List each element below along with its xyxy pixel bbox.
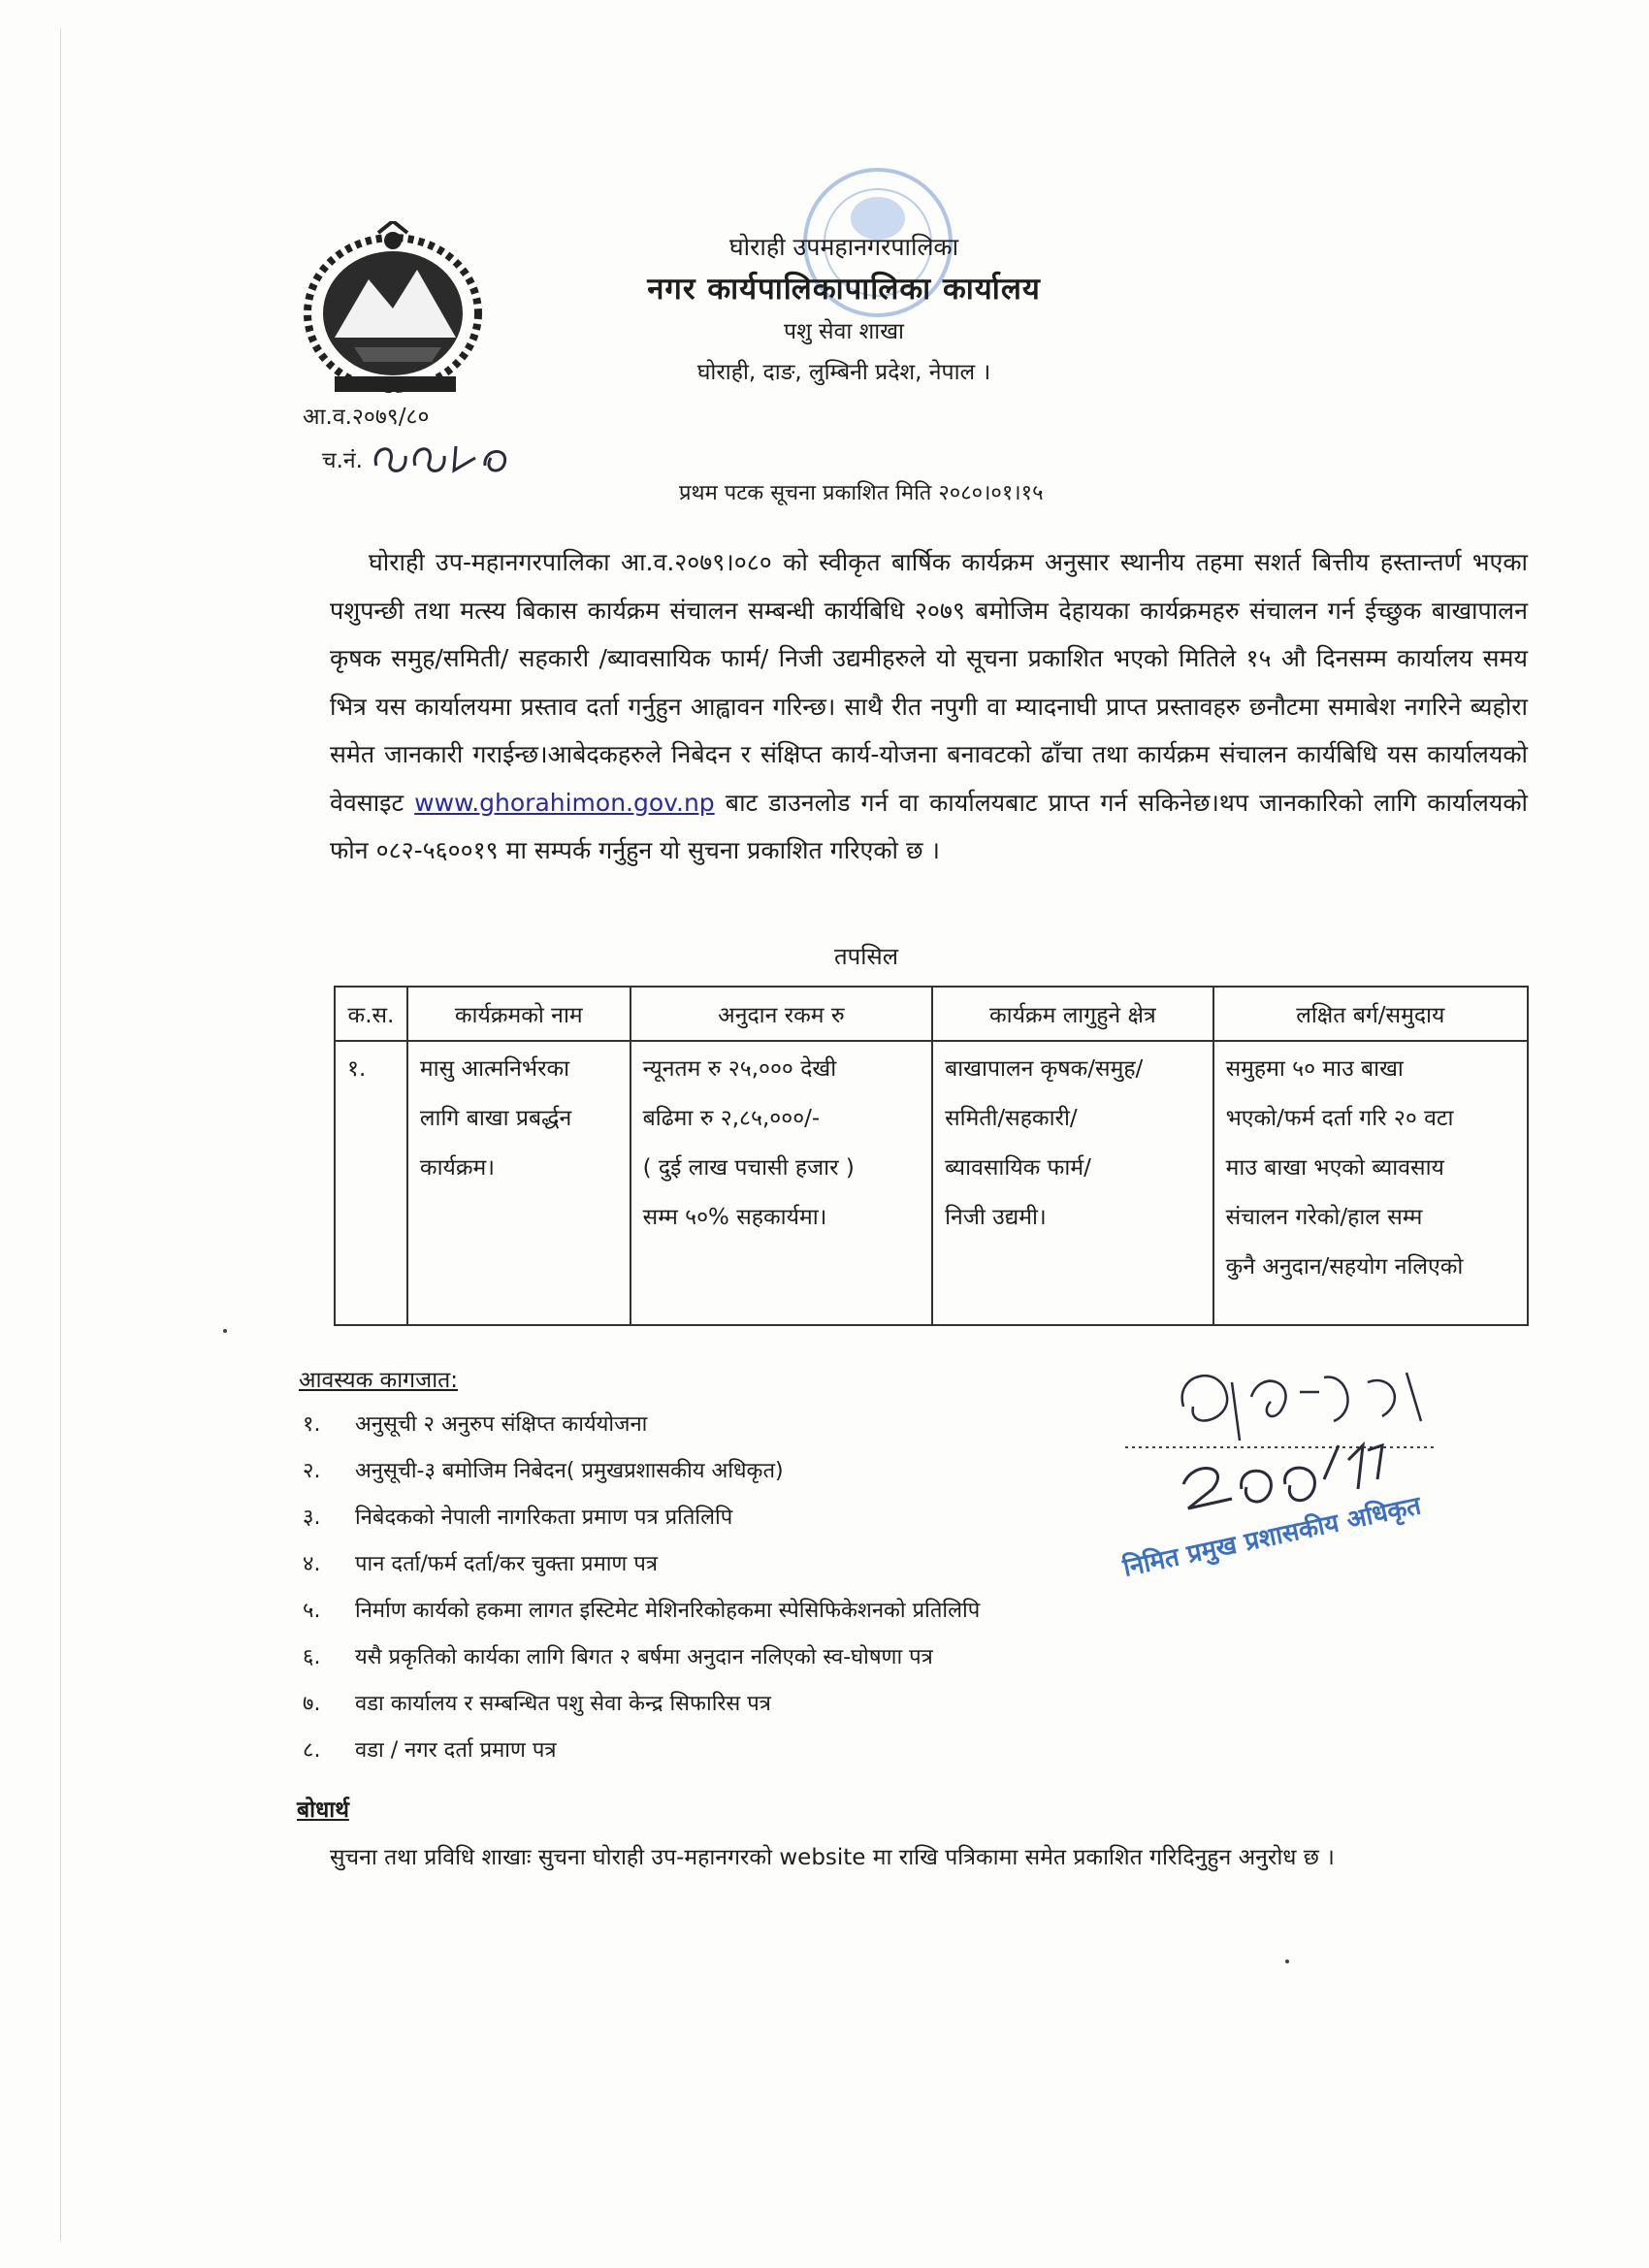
office-name: नगर कार्यपालिकापालिका कार्यालय — [647, 272, 1041, 307]
signature-and-official-stamp — [1116, 1353, 1523, 1596]
body-text-main: घोराही उप-महानगरपालिका आ.व.२०७९।०८० को स्वीकृत बार्षिक कार्यक्रम अनुसार स्थानीय तहमा सशर्त बित्तीय हस्तान्तर्ण भएका पशुपन्छी तथा मत्स्य बिकास कार्यक्रम संचालन सम्बन्धी कार्यबिधि २०७९ बमोजिम देहायका कार्यक्रमहरु संचालन गर्न ईच्छुक बाखापालन कृषक समुह/समिती/ सहकारी /ब्यावसायिक फार्म/ निजी उद्यमीहरुले यो सूचना प्रकाशित भएको मितिले १५ औ दिनसम्म कार्यालय समय भित्र यस कार्यालयमा प्रस्ताव दर्ता गर्नुहुन आह्वावन गरिन्छ। साथै रीत नपुगी वा म्यादनाघी प्राप्त प्रस्तावहरु छनौटमा समाबेश नगरिने ब्यहोरा समेत जानकारी गराईन्छ।आबेदकहरुले निबेदन र संक्षिप्त कार्य-योजना बनावटको ढाँचा तथा कार्यक्रम संचालन कार्यबिधि यस कार्यालयको वेवसाइट — [330, 548, 1528, 817]
svg-text:निमित प्रमुख प्रशासकीय अधिकृत: निमित प्रमुख प्रशासकीय अधिकृत — [1120, 1491, 1424, 1583]
column-header-area: कार्यक्रम लागुहुने क्षेत्र — [932, 987, 1213, 1041]
area-line: ब्यावसायिक फार्म/ — [945, 1155, 1091, 1181]
list-item — [303, 1402, 980, 1448]
list-item — [303, 1541, 980, 1588]
section-name: पशु सेवा शाखा — [784, 319, 904, 344]
letterhead — [572, 229, 1116, 394]
required-documents-title: आवस्यक कागजात: — [299, 1368, 459, 1393]
list-item — [303, 1635, 980, 1681]
table-row — [335, 1041, 1528, 1325]
website-link[interactable]: www.ghorahimon.gov.np — [414, 788, 715, 817]
item-text: यसै प्रकृतिको कार्यका लागि बिगत २ बर्षमा अनुदान नलिएको स्व-घोषणा पत्र — [355, 1645, 933, 1669]
scan-edge-line — [60, 29, 61, 2241]
item-number: २. — [303, 1459, 321, 1483]
target-line: भएको/फर्म दर्ता गरि २० वटा — [1225, 1106, 1454, 1131]
item-text: अनुसूची २ अनुरुप संक्षिप्त कार्ययोजना — [355, 1412, 648, 1437]
grant-line: न्यूनतम रु २५,००० देखी — [642, 1056, 837, 1082]
publication-date-line: प्रथम पटक सूचना प्रकाशित मिति २०८०।०१।१५ — [679, 481, 1044, 505]
target-line: समुहमा ५० माउ बाखा — [1225, 1056, 1404, 1082]
area-line: निजी उद्यमी। — [945, 1205, 1047, 1230]
column-header-grant: अनुदान रकम रु — [630, 987, 932, 1041]
grant-line: सम्म ५०% सहकार्यमा। — [642, 1205, 827, 1230]
item-number: ५. — [303, 1599, 321, 1623]
item-number: ८. — [303, 1738, 321, 1763]
body-text-contact: बाट डाउनलोड गर्न वा कार्यालयबाट प्राप्त गर्न सकिनेछ।थप जानकारिको लागि कार्यालयको फोन ०८२-५६००१९ मा सम्पर्क गर्नुहुन यो सुचना प्रकाशित गरिएको छ । — [330, 788, 1529, 864]
cell-grant — [630, 1041, 932, 1325]
grant-line: ( दुई लाख पचासी हजार ) — [642, 1155, 855, 1181]
item-number: ६. — [303, 1645, 321, 1669]
dispatch-number-line — [322, 437, 514, 481]
target-line: संचालन गरेको/हाल सम्म — [1225, 1205, 1423, 1230]
nepal-emblem-icon — [296, 221, 495, 401]
item-number: ४. — [303, 1552, 321, 1576]
list-item — [303, 1728, 980, 1774]
target-line: माउ बाखा भएको ब्यावसाय — [1225, 1155, 1444, 1181]
list-item — [303, 1681, 980, 1728]
column-header-program: कार्यक्रमको नाम — [407, 987, 630, 1041]
bodharth-text: सुचना तथा प्रविधि शाखाः सुचना घोराही उप-महानगरको website मा राखि पत्रिकामा समेत प्रकाशित गरिदिनुहुन अनुरोध छ । — [330, 1845, 1335, 1870]
notice-body — [330, 538, 1528, 875]
schedule-title: तपसिल — [834, 943, 899, 970]
item-text: वडा कार्यालय र सम्बन्धित पशु सेवा केन्द्र सिफारिस पत्र — [355, 1692, 771, 1716]
municipality-name: घोराही उपमहानगरपालिका — [728, 233, 959, 261]
table-header-row — [335, 987, 1528, 1041]
area-line: बाखापालन कृषक/समुह/ — [945, 1056, 1144, 1082]
program-schedule-table — [334, 986, 1529, 1326]
office-address: घोराही, दाङ, लुम्बिनी प्रदेश, नेपाल । — [696, 360, 991, 385]
program-line: कार्यक्रम। — [419, 1155, 496, 1181]
cell-sn: १. — [335, 1041, 407, 1325]
fiscal-year: आ.व.२०७९/८० — [303, 405, 430, 430]
item-text: वडा / नगर दर्ता प्रमाण पत्र — [355, 1738, 557, 1763]
list-item — [303, 1588, 980, 1635]
cell-target — [1213, 1041, 1528, 1325]
area-line: समिती/सहकारी/ — [945, 1106, 1078, 1131]
grant-line: बढिमा रु २,८५,०००/- — [642, 1106, 821, 1131]
cell-area — [932, 1041, 1213, 1325]
item-text: अनुसूची-३ बमोजिम निबेदन( प्रमुखप्रशासकीय अधिकृत) — [355, 1459, 784, 1483]
bodharth-title: बोधार्थ — [297, 1798, 349, 1823]
cell-program — [407, 1041, 630, 1325]
item-number: १. — [303, 1412, 321, 1437]
item-text: निर्माण कार्यको हकमा लागत इस्टिमेट मेशिनरिकोहकमा स्पेसिफिकेशनको प्रतिलिपि — [355, 1599, 981, 1623]
item-number: ३. — [303, 1506, 321, 1530]
list-item — [303, 1448, 980, 1495]
required-documents-list — [303, 1402, 980, 1774]
target-line: कुनै अनुदान/सहयोग नलिएको — [1225, 1254, 1464, 1280]
program-line: मासु आत्मनिर्भरका — [419, 1056, 570, 1082]
column-header-target: लक्षित बर्ग/समुदाय — [1213, 987, 1528, 1041]
item-text: पान दर्ता/फर्म दर्ता/कर चुक्ता प्रमाण पत्र — [355, 1552, 658, 1576]
list-item — [303, 1495, 980, 1541]
column-header-sn: क.स. — [335, 987, 407, 1041]
scan-speck — [1285, 1960, 1289, 1963]
dispatch-number-handwritten — [369, 437, 514, 481]
dispatch-label: च.नं. — [322, 448, 363, 473]
item-number: ७. — [303, 1692, 321, 1716]
item-text: निबेदकको नेपाली नागरिकता प्रमाण पत्र प्रतिलिपि — [355, 1506, 733, 1530]
program-line: लागि बाखा प्रबर्द्धन — [419, 1106, 572, 1131]
scan-speck — [223, 1329, 227, 1333]
